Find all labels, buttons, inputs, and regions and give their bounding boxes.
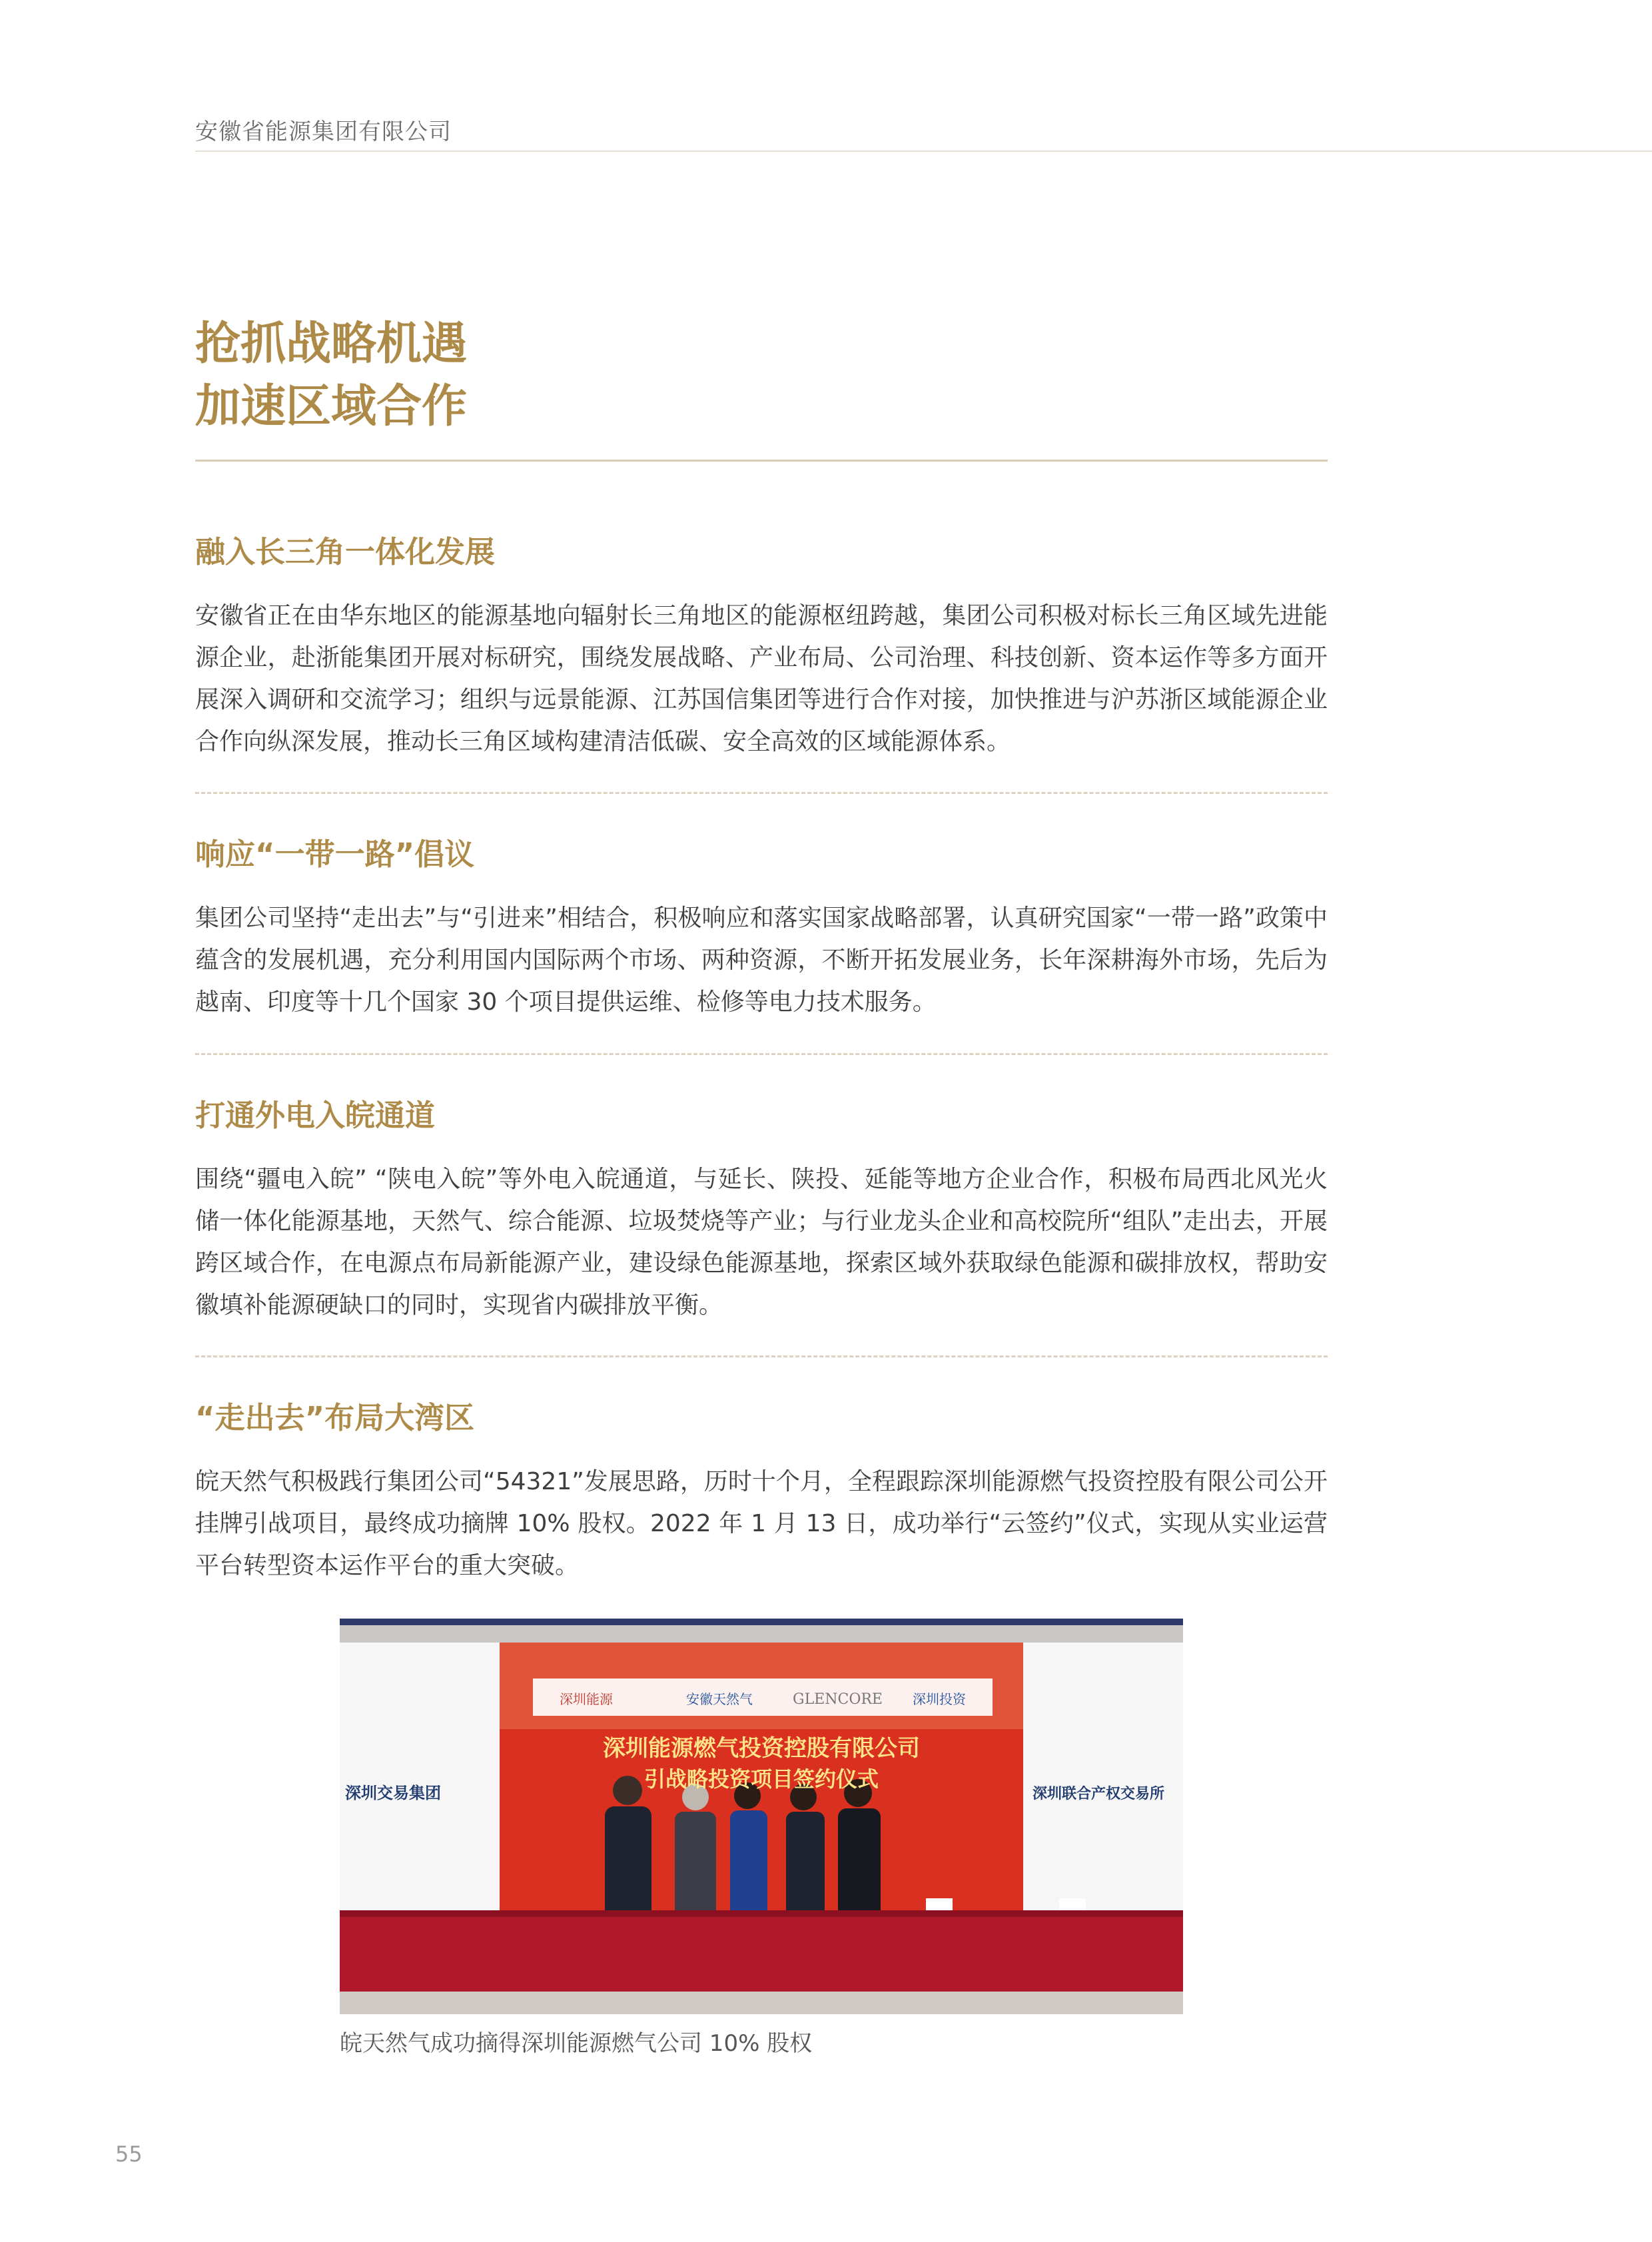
title-divider bbox=[195, 460, 1328, 462]
signing-ceremony-photo bbox=[340, 1619, 1183, 2014]
header-org-name: 安徽省能源集团有限公司 bbox=[195, 119, 452, 145]
page-number: 55 bbox=[115, 2141, 143, 2167]
photo-right-sign: 深圳联合产权交易所 bbox=[1032, 1786, 1165, 1802]
page-title-line-2: 加速区域合作 bbox=[195, 380, 468, 433]
photo-logo-anhui-gas: 安徽天然气 bbox=[686, 1691, 753, 1707]
section-heading-yangtze-delta: 融入长三角一体化发展 bbox=[195, 534, 496, 569]
section-divider bbox=[195, 792, 1328, 794]
photo-banner-line-2: 引战略投资项目签约仪式 bbox=[643, 1766, 879, 1792]
photo-logo-glencore: GLENCORE bbox=[793, 1691, 883, 1708]
photo-caption: 皖天然气成功摘得深圳能源燃气公司 10% 股权 bbox=[340, 2030, 813, 2057]
section-heading-greater-bay: “走出去”布局大湾区 bbox=[195, 1400, 475, 1435]
section-divider bbox=[195, 1053, 1328, 1055]
page-title bbox=[195, 313, 467, 438]
section-heading-power-channel: 打通外电入皖通道 bbox=[195, 1098, 436, 1133]
photo-logo-shenzhen-investment: 深圳投资 bbox=[913, 1691, 966, 1707]
photo-left-sign: 深圳交易集团 bbox=[345, 1784, 441, 1802]
section-body-greater-bay: 皖天然气积极践行集团公司“54321”发展思路，历时十个月，全程跟踪深圳能源燃气投资控股有限公司公开挂牌引战项目，最终成功摘牌 10% 股权。2022 年 1 月 13 日，成功举行“云签约”仪式，实现从实业运营平台转型资本运作平台的重大突破。 bbox=[195, 1468, 1328, 1579]
section-body-belt-road: 集团公司坚持“走出去”与“引进来”相结合，积极响应和落实国家战略部署，认真研究国家“一带一路”政策中蕴含的发展机遇，充分利用国内国际两个市场、两种资源，不断开拓发展业务，长年深耕海外市场，先后为越南、印度等十几个国家 30 个项目提供运维、检修等电力技术服务。 bbox=[195, 905, 1328, 1016]
header-divider bbox=[195, 151, 1652, 152]
photo-logo-shenzhen-energy: 深圳能源 bbox=[560, 1691, 613, 1707]
page-title-line-1: 抢抓战略机遇 bbox=[195, 318, 468, 370]
section-heading-belt-road: 响应“一带一路”倡议 bbox=[195, 837, 475, 872]
section-body-power-channel: 围绕“疆电入皖” “陕电入皖”等外电入皖通道，与延长、陕投、延能等地方企业合作，积极布局西北风光火储一体化能源基地，天然气、综合能源、垃圾焚烧等产业；与行业龙头企业和高校院所“组队”走出去，开展跨区域合作，在电源点布局新能源产业，建设绿色能源基地，探索区域外获取绿色能源和碳排放权，帮助安徽填补能源硬缺口的同时，实现省内碳排放平衡。 bbox=[195, 1166, 1328, 1319]
section-divider bbox=[195, 1355, 1328, 1357]
section-body-yangtze-delta: 安徽省正在由华东地区的能源基地向辐射长三角地区的能源枢纽跨越，集团公司积极对标长三角区域先进能源企业，赴浙能集团开展对标研究，围绕发展战略、产业布局、公司治理、科技创新、资本运作等多方面开展深入调研和交流学习；组织与远景能源、江苏国信集团等进行合作对接，加快推进与沪苏浙区域能源企业合作向纵深发展，推动长三角区域构建清洁低碳、安全高效的区域能源体系。 bbox=[195, 602, 1328, 755]
photo-banner-line-1: 深圳能源燃气投资控股有限公司 bbox=[603, 1735, 920, 1762]
